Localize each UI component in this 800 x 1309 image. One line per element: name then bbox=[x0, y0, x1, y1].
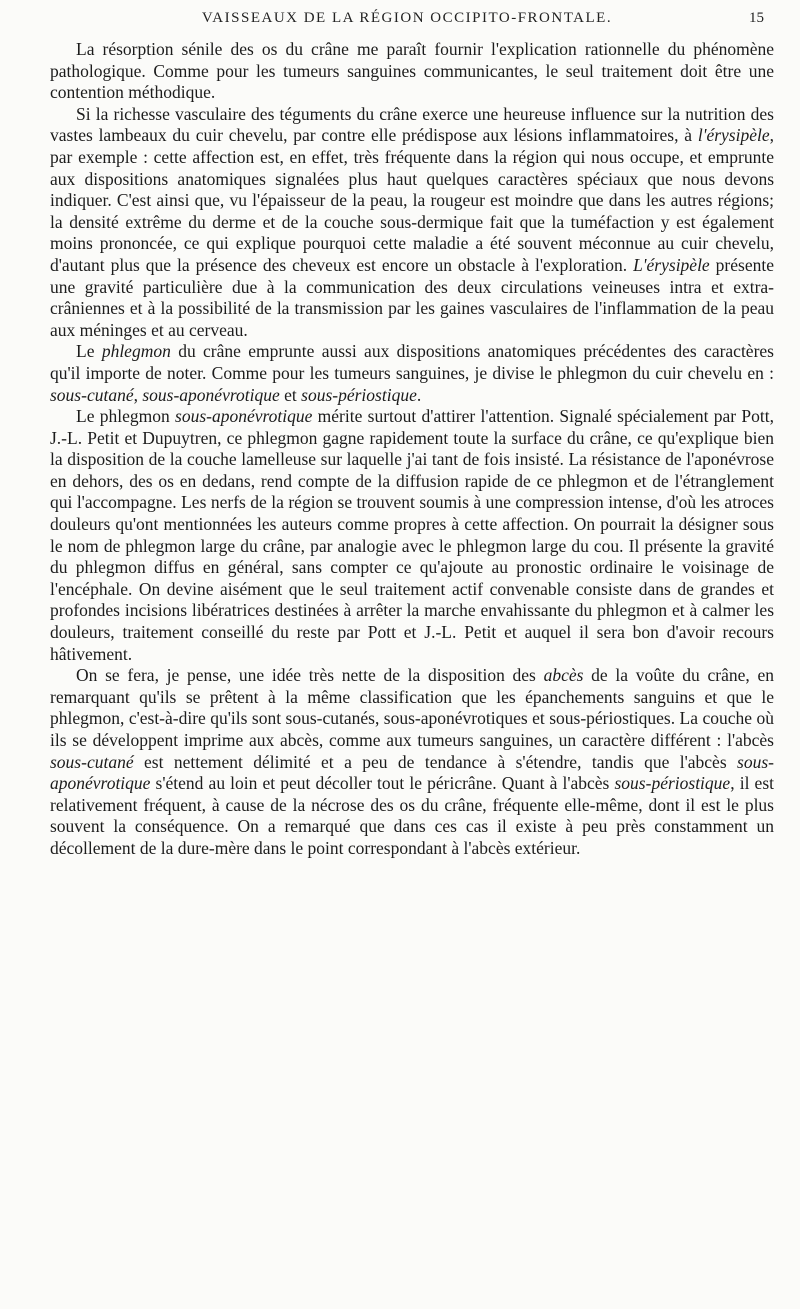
text-run: Le phlegmon bbox=[76, 406, 176, 427]
italic-term: sous-aponévrotique bbox=[175, 406, 313, 427]
italic-term: L'érysipèle bbox=[633, 254, 710, 275]
text-run: , il est relativement fréquent, à cause de la nécrose des os du crâne, fréquente elle-même, dont il est le plus souvent la conséquence. On a remarqué que dans ces cas il existe à peu près constamment un décollement de la dure-mère dans le point correspondant à l'abcès extérieur. bbox=[50, 773, 774, 858]
paragraph bbox=[50, 39, 774, 104]
text-run: , par exemple : cette affection est, en effet, très fréquente dans la région qui nous occupe, et emprunte aux dispositions anatomiques signalées plus haut quelques caractères spéciaux que nous devons indiquer. C'est ainsi que, vu l'épaisseur de la peau, la rougeur est moindre que dans les autres régions; la densité extrême du derme et de la couche sous-dermique fait que la tuméfaction y est également moins prononcée, ce qui explique pourquoi cette maladie a été souvent méconnue au cuir chevelu, d'autant plus que la présence des cheveux est encore un obstacle à l'exploration. bbox=[50, 125, 774, 275]
italic-term: l'érysipèle bbox=[697, 125, 770, 146]
paragraph bbox=[50, 341, 774, 406]
italic-term: sous-aponévrotique bbox=[142, 384, 280, 405]
italic-term: phlegmon bbox=[101, 341, 171, 362]
page-number: 15 bbox=[749, 10, 764, 26]
text-run: La résorption sénile des os du crâne me paraît fournir l'explication rationnelle du phénomène pathologique. Comme pour les tumeurs sanguines communicantes, le seul traitement doit être une contention méthodique. bbox=[50, 39, 774, 103]
body-text bbox=[50, 39, 774, 860]
text-run: Le bbox=[76, 341, 102, 362]
text-run: s'étend au loin et peut décoller tout le péricrâne. Quant à l'abcès bbox=[150, 773, 615, 794]
text-run: est nettement délimité et a peu de tendance à s'étendre, tandis que l'abcès bbox=[133, 751, 738, 772]
running-title: VAISSEAUX DE LA RÉGION OCCIPITO-FRONTALE. bbox=[201, 10, 613, 26]
paragraph bbox=[50, 104, 774, 342]
text-run: . bbox=[416, 384, 422, 405]
italic-term: sous-cutané bbox=[50, 384, 134, 405]
text-run: mérite surtout d'attirer l'attention. Signalé spécialement par Pott, J.-L. Petit et Dupuytren, ce phlegmon gagne rapidement toute la surface du crâne, ce qu'explique bien la disposition de la couche lamelleuse sur laquelle j'ai tant de fois insisté. La résistance de l'aponévrose en dehors, des os en dedans, rend compte de la diffusion rapide de ce phlegmon et de l'étranglement qui l'accompagne. Les nerfs de la région se trouvent soumis à une compression intense, d'où les atroces douleurs qu'ont mentionnées les auteurs comme propres à cette affection. On pourrait la désigner sous le nom de phlegmon large du crâne, par analogie avec le phlegmon large du cou. Il présente la gravité du phlegmon diffus en général, sans compter ce qu'ajoute au pronostic ordinaire le voisinage de l'encéphale. On devine aisément que le seul traitement actif convenable consiste dans de grandes et profondes incisions libératrices destinées à arrêter la marche envahissante du phlegmon et à calmer les douleurs, traitement conseillé du reste par Pott et J.-L. Petit et auquel il sera bon d'avoir recours hâtivement. bbox=[50, 406, 774, 664]
italic-term: abcès bbox=[543, 665, 584, 686]
page-header bbox=[50, 10, 764, 36]
text-run: de la voûte du crâne, en remarquant qu'ils se prêtent à la même classification que les épanchements sanguins et que le phlegmon, c'est-à-dire qu'ils sont sous-cutanés, sous-aponévrotiques et sous-périostiques. La couche où ils se développent imprime aux abcès, comme aux tumeurs sanguines, un caractère différent : l'abcès bbox=[50, 665, 774, 750]
italic-term: sous-aponévrotique bbox=[50, 751, 774, 794]
paragraph bbox=[50, 665, 774, 859]
italic-term: sous-périostique bbox=[301, 384, 417, 405]
text-run: et bbox=[279, 384, 302, 405]
italic-term: sous-périostique bbox=[614, 773, 731, 794]
paragraph bbox=[50, 406, 774, 665]
italic-term: sous-cutané bbox=[50, 751, 134, 772]
text-run: présente une gravité particulière due à la communication des deux circulations veineuses intra et extra-crâniennes et à la possibilité de la transmission par les gaines vasculaires de l'inflammation de la peau aux méninges et au cerveau. bbox=[50, 254, 774, 340]
text-run: Si la richesse vasculaire des téguments du crâne exerce une heureuse influence sur la nutrition des vastes lambeaux du cuir chevelu, par contre elle prédispose aux lésions inflammatoires, à bbox=[50, 103, 774, 146]
text-run: , bbox=[133, 384, 143, 405]
text-run: On se fera, je pense, une idée très nette de la disposition des bbox=[76, 665, 544, 686]
text-run: du crâne emprunte aussi aux dispositions anatomiques précédentes des caractères qu'il importe de noter. Comme pour les tumeurs sanguines, je divise le phlegmon du cuir chevelu en : bbox=[50, 341, 774, 383]
